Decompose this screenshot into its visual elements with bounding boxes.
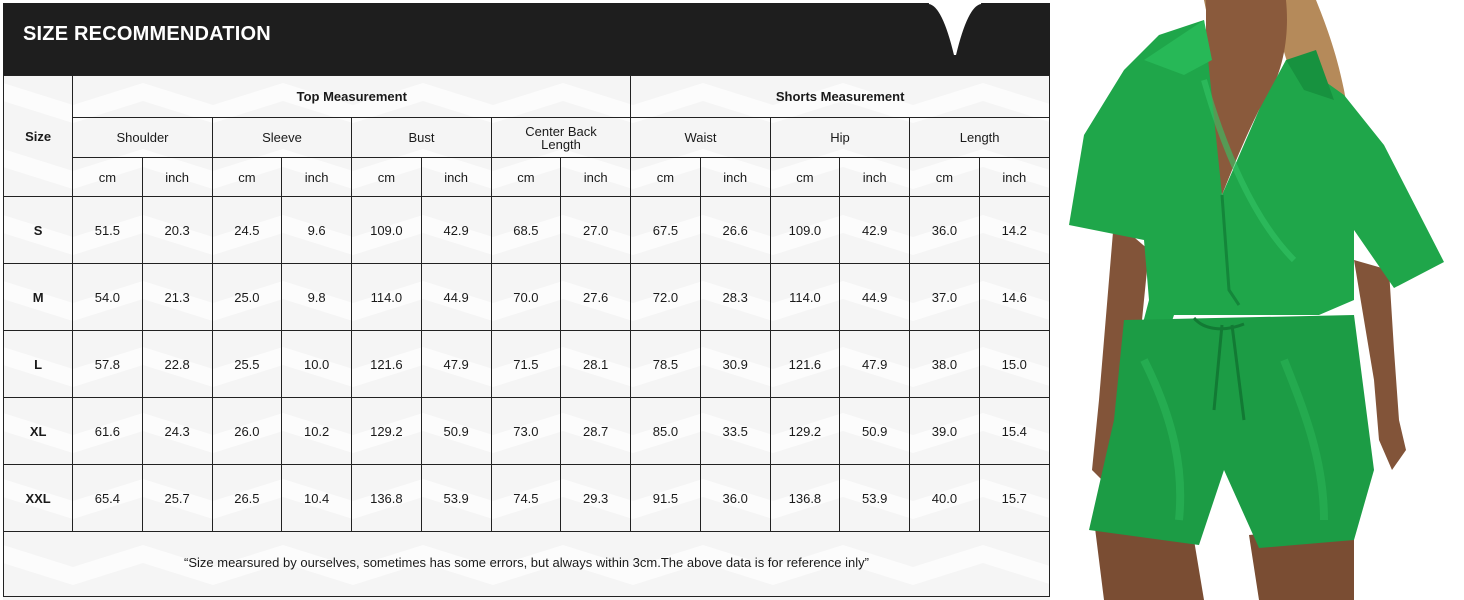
measurement-cell: 68.5 xyxy=(491,197,560,264)
measurement-cell: 27.6 xyxy=(561,264,631,331)
size-cell: S xyxy=(4,197,73,264)
sleeve-header: Sleeve xyxy=(212,118,352,158)
measurement-cell: 21.3 xyxy=(142,264,212,331)
measurement-cell: 9.6 xyxy=(282,197,352,264)
measurement-cell: 70.0 xyxy=(491,264,560,331)
unit-inch: inch xyxy=(561,158,631,197)
measurement-cell: 73.0 xyxy=(491,398,560,465)
measurement-cell: 26.0 xyxy=(212,398,281,465)
measurement-cell: 129.2 xyxy=(352,398,421,465)
measurement-cell: 72.0 xyxy=(631,264,700,331)
measurement-cell: 28.3 xyxy=(700,264,770,331)
unit-cm: cm xyxy=(770,158,839,197)
measurement-cell: 14.6 xyxy=(979,264,1049,331)
measurement-cell: 36.0 xyxy=(910,197,979,264)
measurement-cell: 54.0 xyxy=(73,264,142,331)
unit-inch: inch xyxy=(700,158,770,197)
model-photo xyxy=(1054,0,1464,600)
measurement-cell: 10.0 xyxy=(282,331,352,398)
measurement-cell: 24.5 xyxy=(212,197,281,264)
shorts-measurement-header: Shorts Measurement xyxy=(631,76,1050,118)
measurement-cell: 74.5 xyxy=(491,465,560,532)
measurement-cell: 25.5 xyxy=(212,331,281,398)
measurement-cell: 42.9 xyxy=(840,197,910,264)
measurement-cell: 114.0 xyxy=(352,264,421,331)
table-row xyxy=(4,264,1050,331)
measurement-cell: 33.5 xyxy=(700,398,770,465)
unit-cm: cm xyxy=(491,158,560,197)
unit-inch: inch xyxy=(142,158,212,197)
measurement-cell: 53.9 xyxy=(421,465,491,532)
measurement-cell: 14.2 xyxy=(979,197,1049,264)
measurement-cell: 24.3 xyxy=(142,398,212,465)
measurement-cell: 42.9 xyxy=(421,197,491,264)
unit-cm: cm xyxy=(73,158,142,197)
center-back-length-label: Center Back Length xyxy=(525,123,597,152)
measurement-cell: 91.5 xyxy=(631,465,700,532)
measurement-cell: 40.0 xyxy=(910,465,979,532)
measurement-cell: 36.0 xyxy=(700,465,770,532)
length-header: Length xyxy=(910,118,1050,158)
measurement-cell: 28.7 xyxy=(561,398,631,465)
unit-cm: cm xyxy=(631,158,700,197)
measurement-cell: 47.9 xyxy=(840,331,910,398)
measurement-cell: 26.6 xyxy=(700,197,770,264)
table-row xyxy=(4,465,1050,532)
measurement-cell: 51.5 xyxy=(73,197,142,264)
measurement-cell: 71.5 xyxy=(491,331,560,398)
size-chart xyxy=(3,3,1050,600)
measurement-cell: 50.9 xyxy=(840,398,910,465)
measurement-cell: 53.9 xyxy=(840,465,910,532)
measurement-cell: 29.3 xyxy=(561,465,631,532)
measurement-cell: 61.6 xyxy=(73,398,142,465)
unit-inch: inch xyxy=(979,158,1049,197)
measurement-cell: 25.0 xyxy=(212,264,281,331)
disclaimer-note xyxy=(4,532,1050,597)
table-row xyxy=(4,398,1050,465)
measurement-cell: 109.0 xyxy=(352,197,421,264)
center-back-length-header xyxy=(491,118,631,158)
unit-cm: cm xyxy=(352,158,421,197)
unit-cm: cm xyxy=(910,158,979,197)
measurement-cell: 121.6 xyxy=(352,331,421,398)
size-table xyxy=(3,75,1050,597)
measurement-cell: 44.9 xyxy=(840,264,910,331)
measurement-cell: 10.2 xyxy=(282,398,352,465)
measurement-cell: 15.4 xyxy=(979,398,1049,465)
measurement-cell: 15.7 xyxy=(979,465,1049,532)
measurement-cell: 9.8 xyxy=(282,264,352,331)
measurement-cell: 129.2 xyxy=(770,398,839,465)
measurement-cell: 78.5 xyxy=(631,331,700,398)
measurement-cell: 15.0 xyxy=(979,331,1049,398)
measurement-cell: 67.5 xyxy=(631,197,700,264)
measurement-cell: 28.1 xyxy=(561,331,631,398)
measurement-cell: 65.4 xyxy=(73,465,142,532)
measurement-cell: 44.9 xyxy=(421,264,491,331)
banner-title: SIZE RECOMMENDATION xyxy=(23,23,271,45)
table-row xyxy=(4,331,1050,398)
measurement-cell: 50.9 xyxy=(421,398,491,465)
notch-decoration xyxy=(915,3,995,55)
measurement-cell: 38.0 xyxy=(910,331,979,398)
title-banner xyxy=(3,3,1050,75)
measurement-cell: 10.4 xyxy=(282,465,352,532)
disclaimer-text: “Size mearsured by ourselves, sometimes has some errors, but always within 3cm.The above data is for reference inly” xyxy=(184,554,869,570)
measurement-cell: 114.0 xyxy=(770,264,839,331)
size-cell: L xyxy=(4,331,73,398)
measurement-cell: 57.8 xyxy=(73,331,142,398)
bust-header: Bust xyxy=(352,118,492,158)
hip-header: Hip xyxy=(770,118,910,158)
size-cell: M xyxy=(4,264,73,331)
measurement-cell: 121.6 xyxy=(770,331,839,398)
measurement-cell: 85.0 xyxy=(631,398,700,465)
measurement-cell: 136.8 xyxy=(770,465,839,532)
measurement-cell: 47.9 xyxy=(421,331,491,398)
measurement-cell: 39.0 xyxy=(910,398,979,465)
unit-inch: inch xyxy=(840,158,910,197)
waist-header: Waist xyxy=(631,118,771,158)
unit-cm: cm xyxy=(212,158,281,197)
measurement-cell: 30.9 xyxy=(700,331,770,398)
measurement-cell: 136.8 xyxy=(352,465,421,532)
size-rows xyxy=(4,197,1050,532)
top-measurement-header: Top Measurement xyxy=(73,76,631,118)
measurement-cell: 25.7 xyxy=(142,465,212,532)
measurement-cell: 22.8 xyxy=(142,331,212,398)
measurement-cell: 27.0 xyxy=(561,197,631,264)
shoulder-header: Shoulder xyxy=(73,118,213,158)
table-row xyxy=(4,197,1050,264)
size-header: Size xyxy=(4,76,73,197)
measurement-cell: 20.3 xyxy=(142,197,212,264)
size-cell: XXL xyxy=(4,465,73,532)
measurement-cell: 109.0 xyxy=(770,197,839,264)
size-cell: XL xyxy=(4,398,73,465)
unit-inch: inch xyxy=(282,158,352,197)
measurement-cell: 26.5 xyxy=(212,465,281,532)
measurement-cell: 37.0 xyxy=(910,264,979,331)
unit-inch: inch xyxy=(421,158,491,197)
